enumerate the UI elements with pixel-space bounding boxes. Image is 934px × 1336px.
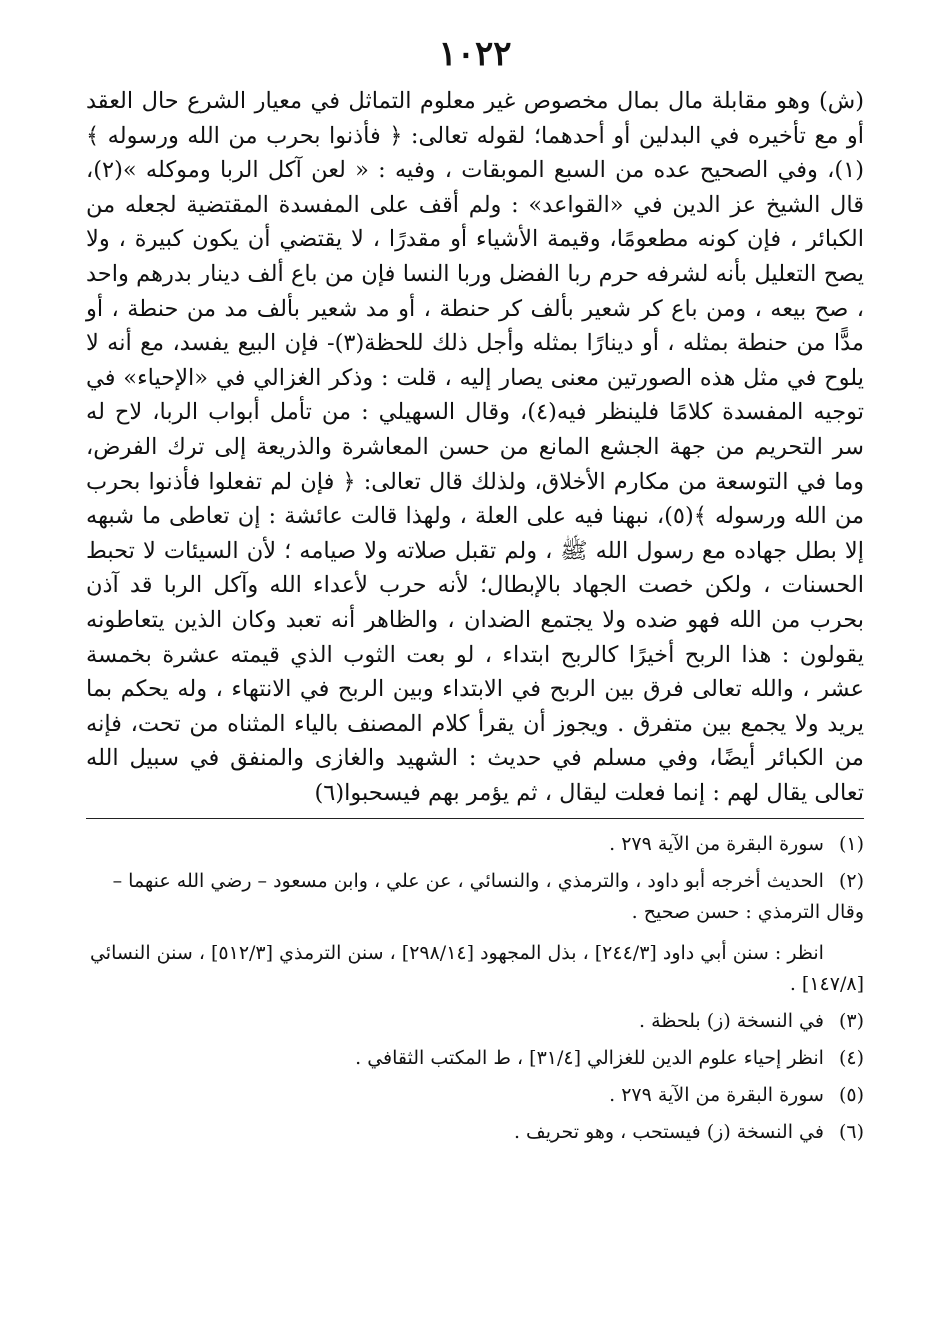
footnote-number: (٢)	[838, 870, 864, 893]
footnote-text: سورة البقرة من الآية ٢٧٩ .	[609, 1084, 824, 1107]
footnote-3	[86, 1006, 864, 1037]
footnotes	[86, 829, 864, 1148]
footnote-number: (٤)	[838, 1047, 864, 1070]
footnote-text: في النسخة (ز) فيستحب ، وهو تحريف .	[513, 1121, 824, 1144]
footnote-number: (٥)	[838, 1084, 864, 1107]
footnote-text: انظر إحياء علوم الدين للغزالي [٣١/٤] ، ط المكتب الثقافي .	[355, 1047, 824, 1070]
main-text	[86, 84, 864, 810]
footnote-text: سورة البقرة من الآية ٢٧٩ .	[609, 833, 824, 856]
footnote-text: الحديث أخرجه أبو داود ، والترمذي ، والنسائي ، عن علي ، وابن مسعود – رضي الله عنهما – وقال الترمذي : حسن صحيح .	[112, 870, 864, 924]
footnote-6	[86, 1117, 864, 1148]
main-paragraph: (ش) وهو مقابلة مال بمال مخصوص غير معلوم التماثل في معيار الشرع حال العقد أو مع تأخيره في البدلين أو أحدهما؛ لقوله تعالى: ﴿ فأذنوا بحرب من الله ورسوله ﴾(١)، وفي الصحيح عده من السبع الموبقات ، وفيه : « لعن آكل الربا وموكله »(٢)، قال الشيخ عز الدين في «القواعد» : ولم أقف على المفسدة المقتضية لجعله من الكبائر ، فإن كونه مطعومًا، وقيمة الأشياء أو مقدرًا ، لا يقتضي أن يكون كبيرة ، ولا يصح التعليل بأنه لشرفه حرم ربا الفضل وربا النسا فإن من باع ألف دينار بدرهم واحد ، صح بيعه ، ومن باع كر شعير بألف كر حنطة ، أو مد شعير بألف مد من حنطة ، أو مدًّا من حنطة بمثله ، أو دينارًا بمثله وأجل ذلك للحظة(٣)- فإن البيع يفسد، مع أنه لا يلوح في مثل هذه الصورتين معنى يصار إليه ، قلت : وذكر الغزالي في «الإحياء» في توجيه المفسدة كلامًا فلينظر فيه(٤)، وقال السهيلي : من تأمل أبواب الربا، لاح له سر التحريم من جهة الجشع المانع من حسن المعاشرة والذريعة إلى ترك الفرض، وما في التوسعة من مكارم الأخلاق، ولذلك قال تعالى: ﴿ فإن لم تفعلوا فأذنوا بحرب من الله ورسوله ﴾(٥)، نبهنا فيه على العلة ، ولهذا قالت عائشة : إن تعاطى ما شبهه إلا بطل جهاده مع رسول الله ﷺ ، ولم تقبل صلاته ولا صيامه ؛ لأن السيئات لا تحبط الحسنات ، ولكن خصت الجهاد بالإبطال؛ لأنه حرب لأعداء الله وآكل الربا قد آذن بحرب من الله فهو ضده ولا يجتمع الضدان ، والظاهر أنه تعبد وكان الذين يتعاطونه يقولون : هذا الربح أخيرًا كالربح ابتداء ، لو بعت الثوب الذي قيمته عشرة بخمسة عشر ، والله تعالى فرق بين الربح في الابتداء وبين الربح في الانتهاء ، وله يحكم بما يريد ولا يجمع بين متفرق . ويجوز أن يقرأ كلام المصنف بالياء المثناه من تحت، فإنه من الكبائر أيضًا، وفي مسلم في حديث : الشهيد والغازى والمنفق في سبيل الله تعالى يقال لهم : إنما فعلت ليقال ، ثم يؤمر بهم فيسحبوا(٦)	[86, 88, 865, 806]
footnote-5	[86, 1080, 864, 1111]
footnote-number: (١)	[838, 833, 864, 856]
footnote-number: (٦)	[838, 1121, 864, 1144]
page-number: ١٠٢٢	[438, 34, 512, 74]
footnote-4	[86, 1043, 864, 1074]
footnote-number: (٣)	[838, 1010, 864, 1033]
footnote-text: في النسخة (ز) بلحظة .	[639, 1010, 824, 1033]
footnote-1	[86, 829, 864, 860]
footnote-2	[86, 866, 864, 928]
footnote-text: انظر : سنن أبي داود [٢٤٤/٣] ، بذل المجهود [٢٩٨/١٤] ، سنن الترمذي [٥١٢/٣] ، سنن النسائي [١٤٧/٨] .	[89, 942, 864, 996]
footnote-2-references	[86, 938, 864, 1000]
footnote-separator	[86, 818, 864, 819]
